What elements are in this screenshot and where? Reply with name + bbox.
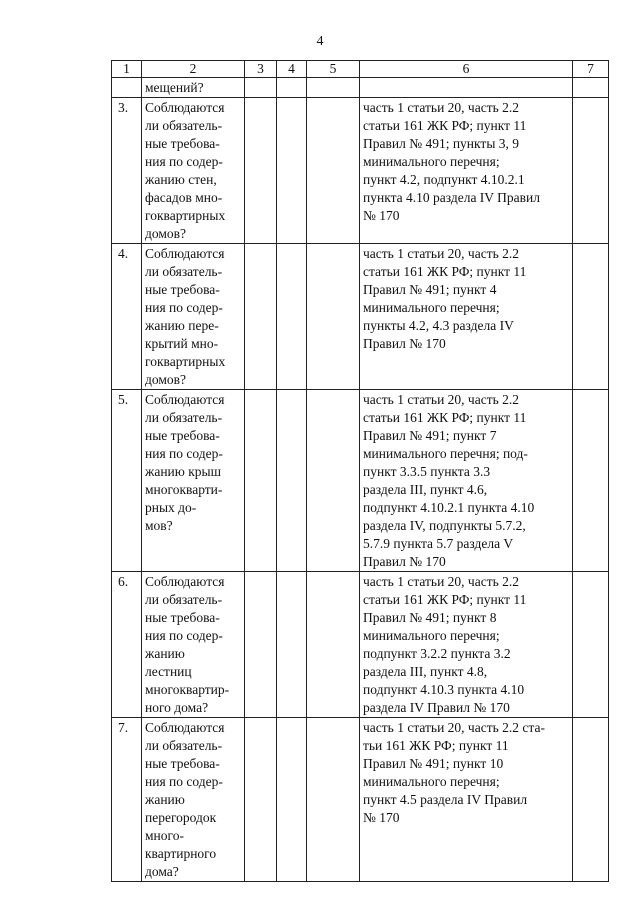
text-line: ния по содер- — [145, 300, 223, 315]
continuation-text — [142, 78, 244, 97]
cell-question — [142, 244, 245, 390]
text-line: ные требова- — [145, 282, 220, 297]
text-line: жанию крыш — [145, 464, 222, 479]
cell-col-7 — [573, 78, 609, 98]
header-col-4: 4 — [277, 61, 307, 78]
cell-question — [142, 572, 245, 718]
header-col-3: 3 — [245, 61, 277, 78]
question-text — [142, 98, 244, 243]
cell-col-5 — [307, 98, 360, 244]
text-line: жанию — [145, 646, 185, 661]
cell-reference — [360, 718, 573, 882]
cell-num — [112, 78, 142, 98]
text-line: Соблюдаются — [145, 392, 225, 407]
cell-col-5 — [307, 572, 360, 718]
header-col-1: 1 — [112, 61, 142, 78]
cell-reference — [360, 78, 573, 98]
cell-question — [142, 78, 245, 98]
text-line: много- — [145, 828, 184, 843]
text-line: подпункт 4.10.2.1 пункта 4.10 — [363, 500, 535, 515]
cell-reference — [360, 244, 573, 390]
cell-col-4 — [277, 718, 307, 882]
cell-col-4 — [277, 390, 307, 572]
text-line: пункт 4.2, подпункт 4.10.2.1 — [363, 172, 525, 187]
reference-text — [360, 244, 572, 353]
text-line: жанию стен, — [145, 172, 217, 187]
cell-col-3 — [245, 572, 277, 718]
reference-text — [360, 572, 572, 717]
text-line: лестниц — [145, 664, 192, 679]
cell-col-5 — [307, 390, 360, 572]
text-line: минимального перечня; — [363, 774, 500, 789]
cell-col-4 — [277, 98, 307, 244]
cell-num — [112, 98, 142, 244]
text-line: ли обязатель- — [145, 118, 223, 133]
reference-text — [360, 390, 572, 571]
text-line: ли обязатель- — [145, 410, 223, 425]
text-line: гоквартирных — [145, 208, 226, 223]
text-line: Правил № 491; пункт 8 — [363, 610, 497, 625]
text-line: Соблюдаются — [145, 574, 225, 589]
question-text — [142, 244, 244, 389]
text-line: фасадов мно- — [145, 190, 223, 205]
cell-reference — [360, 572, 573, 718]
header-col-6: 6 — [360, 61, 573, 78]
text-line: ли обязатель- — [145, 264, 223, 279]
table-row — [112, 390, 609, 572]
text-line: подпункт 4.10.3 пункта 4.10 — [363, 682, 525, 697]
header-col-2: 2 — [142, 61, 245, 78]
text-line: тьи 161 ЖК РФ; пункт 11 — [363, 738, 509, 753]
table-row — [112, 244, 609, 390]
text-line: часть 1 статьи 20, часть 2.2 — [363, 246, 520, 261]
text-line: перегородок — [145, 810, 217, 825]
cell-col-5 — [307, 244, 360, 390]
text-line: Соблюдаются — [145, 720, 225, 735]
row-number: 3. — [118, 100, 129, 115]
cell-num — [112, 572, 142, 718]
text-line: дома? — [145, 864, 179, 879]
row-number: 5. — [118, 392, 129, 407]
requirements-table — [111, 60, 609, 882]
reference-text — [360, 718, 572, 827]
text-line: Правил № 491; пункт 10 — [363, 756, 504, 771]
text-line: ные требова- — [145, 610, 220, 625]
cell-col-7 — [573, 718, 609, 882]
text-line: ли обязатель- — [145, 592, 223, 607]
text-line: статьи 161 ЖК РФ; пункт 11 — [363, 410, 527, 425]
cell-reference — [360, 98, 573, 244]
text-line: многоквартир- — [145, 682, 230, 697]
table-row — [112, 572, 609, 718]
text-line: ния по содер- — [145, 154, 223, 169]
text-line: Правил № 170 — [363, 336, 446, 351]
text-line: часть 1 статьи 20, часть 2.2 — [363, 574, 520, 589]
text-line: ные требова- — [145, 428, 220, 443]
text-line: ния по содер- — [145, 446, 223, 461]
text-line: раздела III, пункт 4.6, — [363, 482, 488, 497]
cell-col-7 — [573, 390, 609, 572]
text-line: пункты 4.2, 4.3 раздела IV — [363, 318, 514, 333]
text-line: пункт 3.3.5 пункта 3.3 — [363, 464, 491, 479]
text-line: Правил № 491; пункты 3, 9 — [363, 136, 520, 151]
continuation-row — [112, 78, 609, 98]
text-line: Правил № 170 — [363, 554, 446, 569]
row-number: 7. — [118, 720, 129, 735]
text-line: № 170 — [363, 208, 400, 223]
cell-num — [112, 718, 142, 882]
text-line: гоквартирных — [145, 354, 226, 369]
text-line: № 170 — [363, 810, 400, 825]
cell-col-3 — [245, 390, 277, 572]
text-line: квартирного — [145, 846, 217, 861]
text-line: жанию пере- — [145, 318, 219, 333]
row-number: 6. — [118, 574, 129, 589]
text-line: домов? — [145, 226, 187, 241]
cell-col-7 — [573, 244, 609, 390]
row-number: 4. — [118, 246, 129, 261]
table-header-row — [112, 61, 609, 78]
cell-col-4 — [277, 244, 307, 390]
text-line: Правил № 491; пункт 4 — [363, 282, 497, 297]
text-line: минимального перечня; — [363, 628, 500, 643]
text-line: ли обязатель- — [145, 738, 223, 753]
text-line: раздела IV, подпункты 5.7.2, — [363, 518, 526, 533]
text-line: ния по содер- — [145, 628, 223, 643]
table-row — [112, 98, 609, 244]
text-line: крытий мно- — [145, 336, 219, 351]
text-line: ного дома? — [145, 700, 209, 715]
text-line: часть 1 статьи 20, часть 2.2 — [363, 392, 520, 407]
text-line: ные требова- — [145, 136, 220, 151]
cell-question — [142, 390, 245, 572]
text-line: минимального перечня; — [363, 300, 500, 315]
cell-col-3 — [245, 78, 277, 98]
cell-col-7 — [573, 572, 609, 718]
cell-col-4 — [277, 78, 307, 98]
text-line: домов? — [145, 372, 187, 387]
text-line: Соблюдаются — [145, 100, 225, 115]
cell-num — [112, 390, 142, 572]
question-text — [142, 390, 244, 535]
cell-col-3 — [245, 98, 277, 244]
text-line: жанию — [145, 792, 185, 807]
text-line: минимального перечня; — [363, 154, 500, 169]
text-line: статьи 161 ЖК РФ; пункт 11 — [363, 264, 527, 279]
cell-num — [112, 244, 142, 390]
page-number: 4 — [316, 34, 324, 49]
cell-col-3 — [245, 244, 277, 390]
text-line: подпункт 3.2.2 пункта 3.2 — [363, 646, 511, 661]
text-line: Соблюдаются — [145, 246, 225, 261]
question-text — [142, 718, 244, 881]
text-line: ные требова- — [145, 756, 220, 771]
cell-col-7 — [573, 98, 609, 244]
text-line: часть 1 статьи 20, часть 2.2 — [363, 100, 520, 115]
text-line: раздела IV Правил № 170 — [363, 700, 510, 715]
text-line: статьи 161 ЖК РФ; пункт 11 — [363, 592, 527, 607]
header-col-5: 5 — [307, 61, 360, 78]
text-line: раздела III, пункт 4.8, — [363, 664, 488, 679]
text-line: мов? — [145, 518, 173, 533]
text-line: пункта 4.10 раздела IV Правил — [363, 190, 541, 205]
text-line: Правил № 491; пункт 7 — [363, 428, 497, 443]
question-text — [142, 572, 244, 717]
cell-reference — [360, 390, 573, 572]
text-line: многокварти- — [145, 482, 223, 497]
text-line: рных до- — [145, 500, 197, 515]
text-line: пункт 4.5 раздела IV Правил — [363, 792, 528, 807]
cell-col-5 — [307, 78, 360, 98]
table-row — [112, 718, 609, 882]
header-col-7: 7 — [573, 61, 609, 78]
cell-question — [142, 98, 245, 244]
text-line: статьи 161 ЖК РФ; пункт 11 — [363, 118, 527, 133]
text-line: мещений? — [145, 80, 204, 95]
reference-text — [360, 98, 572, 225]
text-line: минимального перечня; под- — [363, 446, 528, 461]
cell-question — [142, 718, 245, 882]
cell-col-5 — [307, 718, 360, 882]
cell-col-3 — [245, 718, 277, 882]
text-line: 5.7.9 пункта 5.7 раздела V — [363, 536, 514, 551]
cell-col-4 — [277, 572, 307, 718]
text-line: часть 1 статьи 20, часть 2.2 ста- — [363, 720, 545, 735]
text-line: ния по содер- — [145, 774, 223, 789]
